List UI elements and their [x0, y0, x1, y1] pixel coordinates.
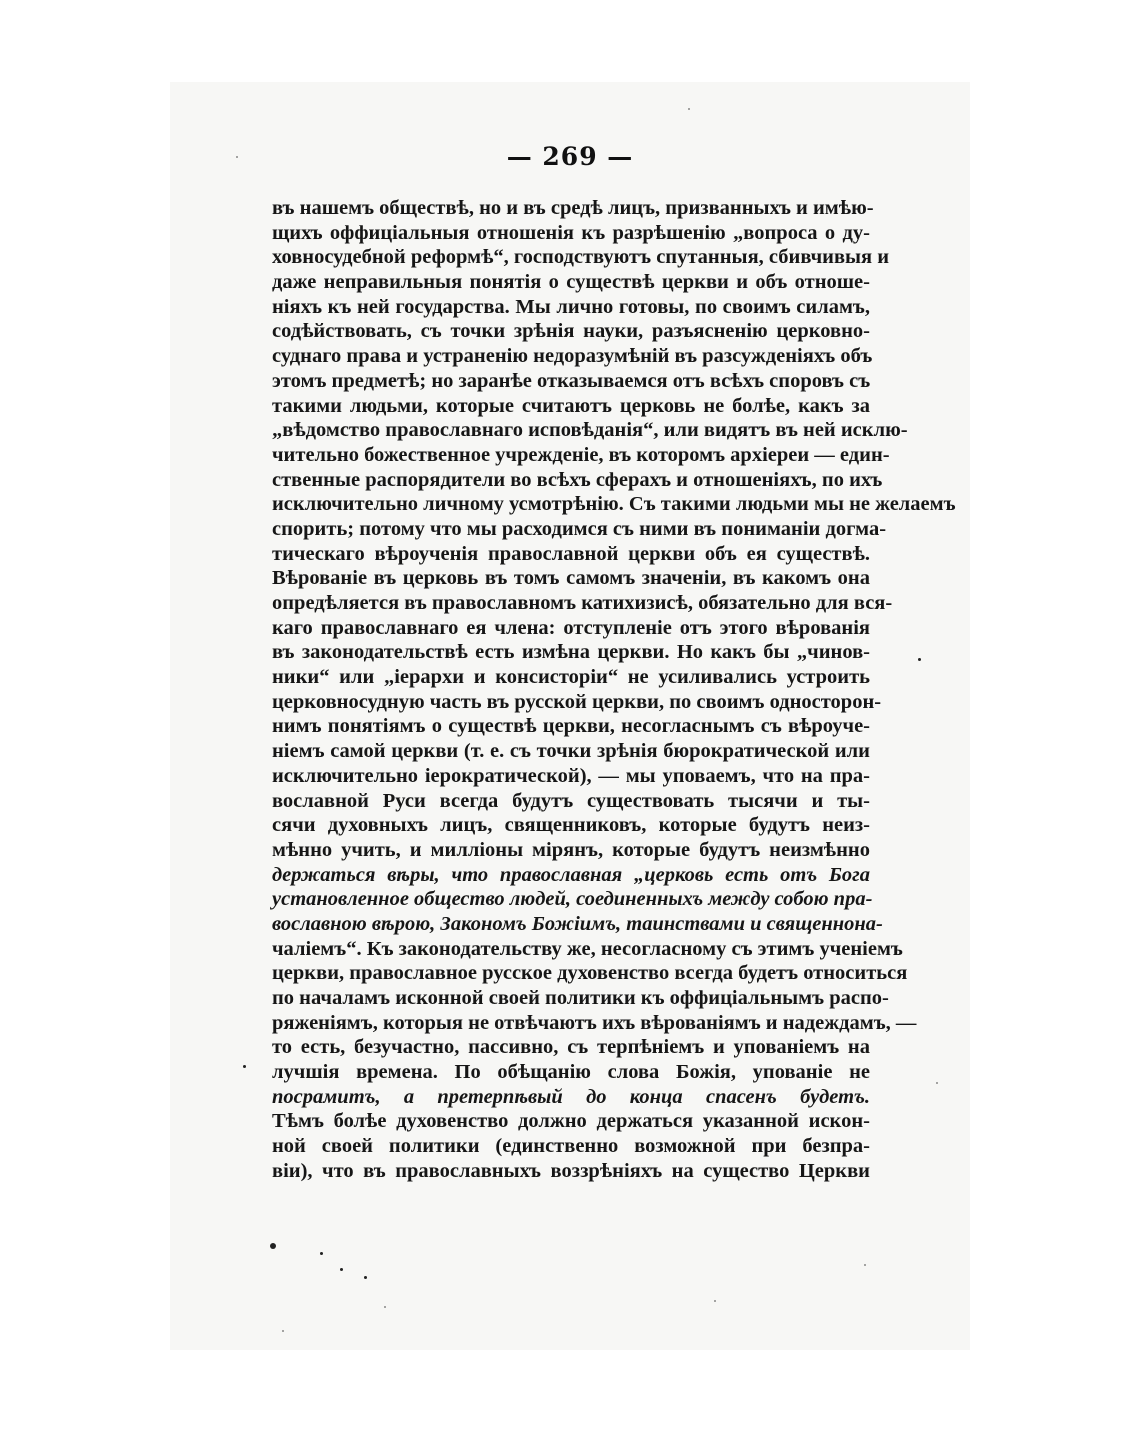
ink-speck [320, 1252, 323, 1255]
text-line: ники“ или „іерархи и консисторіи“ не усиливались устроить [272, 666, 870, 689]
ink-speck [714, 1300, 716, 1302]
text-line: щихъ оффиціальныя отношенія къ разрѣшенію „вопроса о ду- [272, 221, 870, 244]
text-line: лучшія времена. По обѣщанію слова Божія, упованіе не [272, 1061, 870, 1084]
text-line: опредѣляется въ православномъ катихизисѣ, обязательно для вся- [272, 592, 893, 614]
text-line: Вѣрованіе въ церковь въ томъ самомъ значеніи, въ какомъ она [272, 567, 870, 590]
text-line: нимъ понятіямъ о существѣ церкви, несогласнымъ съ вѣроуче- [272, 715, 870, 738]
ink-speck [364, 1276, 367, 1279]
text-line: Тѣмъ болѣе духовенство должно держаться указанной искон- [272, 1110, 870, 1133]
text-line: спорить; потому что мы расходимся съ ними въ пониманіи догма- [272, 517, 887, 540]
ink-speck [282, 1330, 284, 1332]
ink-speck [918, 658, 921, 661]
text-line-italic: держаться вѣры, что православная „церковь есть отъ Бога [272, 863, 870, 886]
text-line-italic: установленное общество людей, соединенныхъ между собою пра- [272, 888, 873, 911]
text-line: каго православнаго ея члена: отступленіе отъ этого вѣрованія [272, 616, 870, 639]
text-line: тическаго вѣроученія православной церкви объ ея существѣ. [272, 542, 870, 565]
text-line: церкви, православное русское духовенство всегда будетъ относиться [272, 962, 908, 985]
text-line: сячи духовныхъ лицъ, священниковъ, которые будутъ неиз- [272, 814, 870, 837]
text-line: чаліемъ“. Къ законодательству же, несогласному съ этимъ ученіемъ [272, 937, 903, 960]
text-line: ховносудебной реформѣ“, господствуютъ спутанныя, сбивчивыя и [272, 246, 890, 269]
text-line: ніяхъ къ ней государства. Мы лично готовы, по своимъ силамъ, [272, 295, 870, 318]
text-line-italic: посрамитъ, а претерпѣвый до конца спасенъ будетъ. [272, 1085, 870, 1108]
text-line: исключительно личному усмотрѣнію. Съ такими людьми мы не желаемъ [272, 493, 956, 516]
body-text [272, 196, 956, 1184]
ink-speck [340, 1268, 343, 1271]
text-line: ніемъ самой церкви (т. е. съ точки зрѣнія бюрократической или [272, 740, 870, 763]
text-line: вославной Руси всегда будутъ существовать тысячи и ты- [272, 789, 870, 812]
text-line: по началамъ исконной своей политики къ оффиціальнымъ распо- [272, 987, 889, 1009]
text-line: суднаго права и устраненію недоразумѣній въ разсужденіяхъ объ [272, 345, 873, 368]
ink-speck [243, 1065, 246, 1068]
page-number: — 269 — [506, 142, 634, 171]
ink-speck [236, 156, 238, 158]
text-line: „вѣдомство православнаго исповѣданія“, или видятъ въ ней исклю- [272, 419, 908, 442]
text-line: въ нашемъ обществѣ, но и въ средѣ лицъ, призванныхъ и имѣю- [272, 197, 874, 219]
ink-speck [864, 1264, 866, 1266]
text-line: мѣнно учить, и милліоны мірянъ, которые будутъ неизмѣнно [272, 838, 870, 861]
text-line-italic: вославною вѣрою, Закономъ Божіимъ, таинствами и священнона- [272, 912, 883, 935]
text-line: даже неправильныя понятія о существѣ церкви и объ отноше- [272, 271, 870, 294]
text-line: ряженіямъ, которыя не отвѣчаютъ ихъ вѣрованіямъ и надеждамъ, — [272, 1011, 917, 1034]
text-line: исключительно іерократической), — мы уповаемъ, что на пра- [272, 764, 870, 787]
ink-speck [384, 1306, 386, 1308]
ink-speck [688, 108, 690, 110]
text-line: этомъ предметѣ; но заранѣе отказываемся отъ всѣхъ споровъ съ [272, 369, 871, 392]
text-line: ственные распорядители во всѣхъ сферахъ и отношеніяхъ, по ихъ [272, 468, 883, 491]
text-line: то есть, безучастно, пассивно, съ терпѣніемъ и упованіемъ на [272, 1036, 870, 1059]
text-line: церковносудную часть въ русской церкви, по своимъ односторон- [272, 690, 882, 713]
text-line: содѣйствовать, съ точки зрѣнія науки, разъясненію церковно- [272, 320, 870, 343]
text-line: віи), что въ православныхъ воззрѣніяхъ на существо Церкви [272, 1159, 870, 1182]
text-line: ной своей политики (единственно возможной при безпра- [272, 1135, 870, 1158]
text-line: такими людьми, которые считаютъ церковь не болѣе, какъ за [272, 394, 870, 417]
ink-speck [936, 1082, 938, 1084]
text-line: въ законодательствѣ есть измѣна церкви. Но какъ бы „чинов- [272, 641, 870, 664]
ink-speck [270, 1243, 276, 1249]
text-line: чительно божественное учрежденіе, въ которомъ архіереи — един- [272, 443, 890, 466]
